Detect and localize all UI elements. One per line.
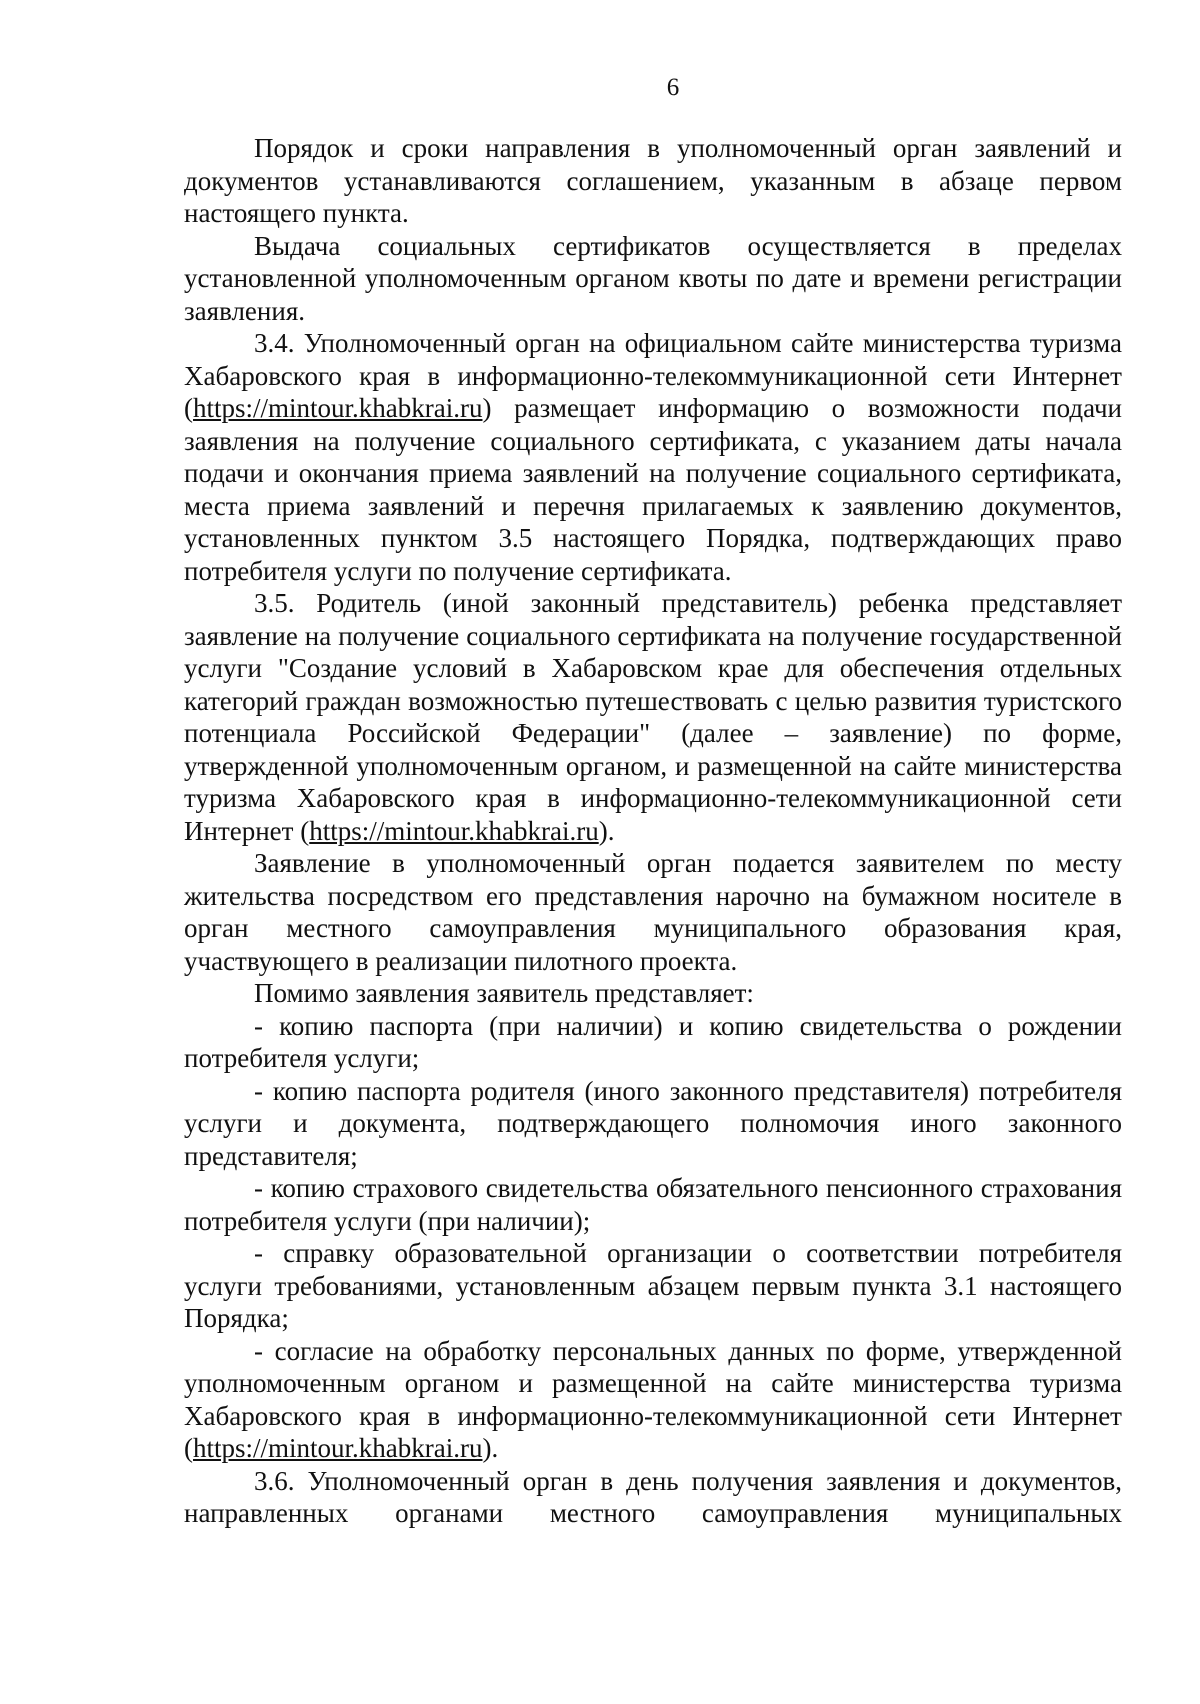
list-item-school-certificate: - справку образовательной организации о соответствии потребителя услуги требованиями, установленным абзацем первым пункта 3.1 настоящего Порядка; bbox=[184, 1238, 1122, 1333]
list-item-consent-text-end: ). bbox=[482, 1433, 499, 1463]
list-item-consent bbox=[184, 1335, 1122, 1465]
paragraph-3-6: 3.6. Уполномоченный орган в день получения заявления и документов, направленных органами местного самоуправления муниципальных bbox=[184, 1465, 1122, 1528]
list-item-insurance: - копию страхового свидетельства обязательного пенсионного страхования потребителя услуги (при наличии); bbox=[184, 1173, 1122, 1236]
mintour-link[interactable]: https://mintour.khabkrai.ru bbox=[193, 393, 483, 423]
paragraph-3-4-text-end: ) размещает информацию о возможности подачи заявления на получение социального сертификата, с указанием даты начала подачи и окончания приема заявлений на получение социального сертификата, места приема заявлений и перечня прилагаемых к заявлению документов, установленных пунктом 3.5 настоящего Порядка, подтверждающих право потребителя услуги по получение сертификата. bbox=[184, 393, 1122, 586]
paragraph-3-5-text-end: ). bbox=[598, 815, 615, 846]
paragraph-1: Порядок и сроки направления в уполномоченный орган заявлений и документов устанавливаются соглашением, указанным в абзаце первом настоящего пункта. bbox=[184, 133, 1122, 228]
paragraph-3-5-text-start: 3.5. Родитель (иной законный представитель) ребенка представляет заявление на получение социального сертификата на получение государственной услуги "Создание условий в Хабаровском крае для обеспечения отдельных категорий граждан возможностью путешествовать с целью развития туристского потенциала Российской Федерации" (далее – заявление) по форме, утвержденной уполномоченным органом, и размещенной на сайте министерства туризма Хабаровского края в информационно-телекоммуникационной сети Интернет ( bbox=[184, 588, 1122, 846]
list-item-passport-copy: - копию паспорта (при наличии) и копию свидетельства о рождении потребителя услуги; bbox=[184, 1010, 1122, 1073]
paragraph-2: Выдача социальных сертификатов осуществляется в пределах установленной уполномоченным органом квоты по дате и времени регистрации заявления. bbox=[184, 230, 1122, 326]
paragraph-3-4 bbox=[184, 327, 1122, 587]
list-item-consent-text-start: - согласие на обработку персональных данных по форме, утвержденной уполномоченным органом и размещенной на сайте министерства туризма Хабаровского края в информационно-телекоммуникационной сети Интернет ( bbox=[184, 1335, 1122, 1463]
page-number: 6 bbox=[666, 74, 680, 101]
paragraph-application: Заявление в уполномоченный орган подается заявителем по месту жительства посредством его представления нарочно на бумажном носителе в орган местного самоуправления муниципального образования края, участвующего в реализации пилотного проекта. bbox=[184, 848, 1122, 976]
mintour-link[interactable]: https://mintour.khabkrai.ru bbox=[193, 1433, 483, 1463]
paragraph-documents-intro: Помимо заявления заявитель представляет: bbox=[254, 978, 754, 1008]
paragraph-3-5 bbox=[184, 587, 1122, 847]
paragraph-3-4-text-start: 3.4. Уполномоченный орган на официальном сайте министерства туризма Хабаровского края в информационно-телекоммуникационной сети Интернет ( bbox=[184, 328, 1122, 423]
list-item-parent-passport: - копию паспорта родителя (иного законного представителя) потребителя услуги и документа, подтверждающего полномочия иного законного представителя; bbox=[184, 1075, 1122, 1171]
mintour-link[interactable]: https://mintour.khabkrai.ru bbox=[309, 815, 599, 846]
